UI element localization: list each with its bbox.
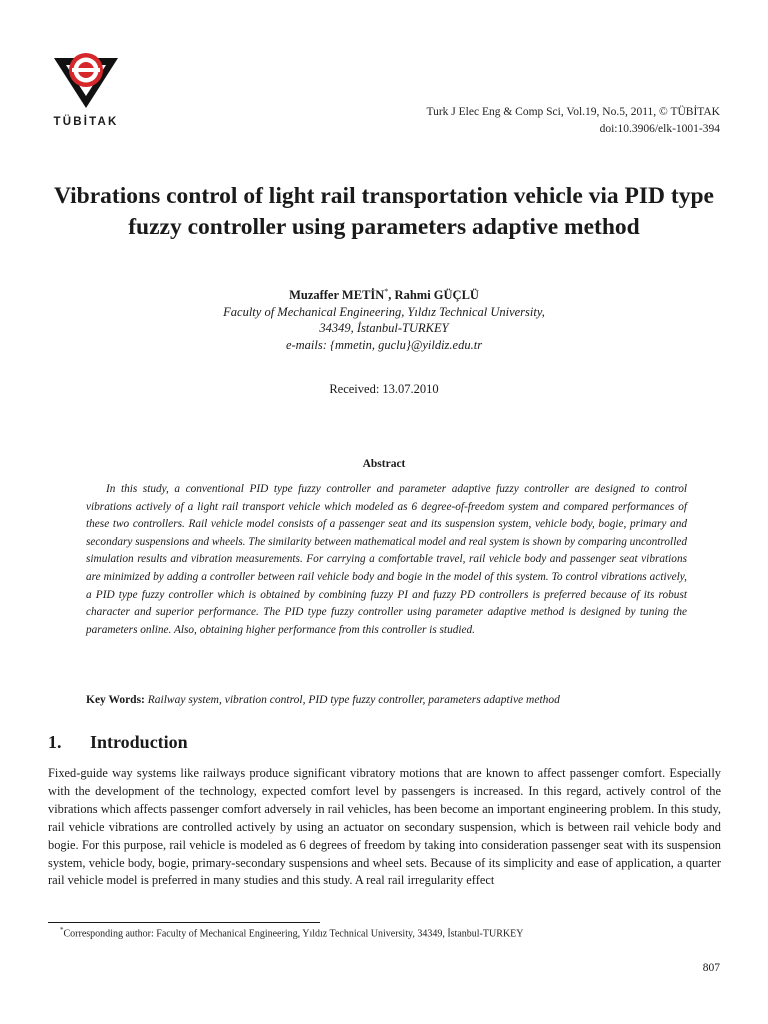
footnote-divider: [48, 922, 320, 923]
journal-citation: Turk J Elec Eng & Comp Sci, Vol.19, No.5, 2011, © TÜBİTAK: [426, 106, 720, 118]
tubitak-logo: [52, 50, 120, 128]
footnote-text: Corresponding author: Faculty of Mechanical Engineering, Yıldız Technical University, 34349, İstanbul-TURKEY: [63, 928, 524, 940]
author-emails: e-mails: {mmetin, guclu}@yildiz.edu.tr: [285, 337, 483, 352]
affiliation-line1: Faculty of Mechanical Engineering, Yıldız Technical University,: [223, 304, 545, 319]
tubitak-emblem-icon: [52, 50, 120, 110]
footnote: [60, 926, 523, 939]
footnote-marker: *: [60, 926, 64, 934]
author-block: [100, 284, 668, 353]
page-number: 807: [702, 962, 720, 974]
abstract-heading: Abstract: [362, 458, 406, 470]
section-number: 1.: [48, 732, 62, 752]
author-star: *: [384, 287, 389, 296]
journal-info: [426, 104, 720, 138]
introduction-text: Fixed-guide way systems like railways produce significant vibratory motions that are known to affect passenger comfort. Especially with the development of the technology, expected comfort level by passengers is increased. In this regard, actively control of the vibrations which affects passenger comfort adversely in rail vehicles, has been become an important engineering problem. In this study, rail vehicle vibrations are controlled actively by using an actuator on secondary suspension, which is between rail vehicle body and bogie. For this purpose, rail vehicle is modeled as 6 degrees of freedom by taking into consideration passenger seat with its suspension system, vehicle body, bogie, primary-secondary suspensions and wheel sets. Because of its simplicity and ease of application, a quarter rail vehicle model is preferred in many studies and this study. A real rail irregularity effect: [48, 766, 721, 888]
author-rest: , Rahmi GÜÇLÜ: [388, 288, 479, 303]
keywords: [86, 692, 706, 708]
paper-title: Vibrations control of light rail transportation vehicle via PID type fuzzy controller using parameters adaptive method: [54, 183, 714, 240]
author-names: [100, 284, 668, 304]
doi: doi:10.3906/elk-1001-394: [599, 123, 720, 135]
abstract-text: In this study, a conventional PID type fuzzy controller and parameter adaptive fuzzy controller are designed to control vibrations actively of a light rail transport vehicle which modeled as 6 degree-of-freedom system and compared performances of these two controllers. Rail vehicle model consists of a passenger seat and its suspension system, vehicle body, bogie, primary and secondary suspensions and wheels. The similarity between mathematical model and real system is shown by comparing uncontrolled simulation results and vibration measurements. For carrying a comfortable travel, rail vehicle body and passenger seat vibrations are minimized by adding a controller between rail vehicle body and bogie in the model of this system. To control vibrations actively, a PID type fuzzy controller which is obtained by combining fuzzy PI and fuzzy PD controllers is preferred because of its robust character and superior performance. The PID type fuzzy controller using parameter adaptive method is designed by tuning the parameters online. Also, obtaining higher performance from this controller is studied.: [86, 483, 687, 636]
section-title: Introduction: [90, 732, 188, 752]
author-first: Muzaffer METİN: [289, 288, 385, 303]
affiliation-line2: 34349, İstanbul-TURKEY: [319, 321, 449, 336]
keywords-label: Key Words:: [86, 694, 145, 706]
section-heading: [48, 732, 188, 753]
logo-text: TÜBİTAK: [53, 116, 119, 128]
keywords-list: Railway system, vibration control, PID type fuzzy controller, parameters adaptive method: [147, 694, 560, 706]
received-date: Received: 13.07.2010: [329, 382, 439, 396]
